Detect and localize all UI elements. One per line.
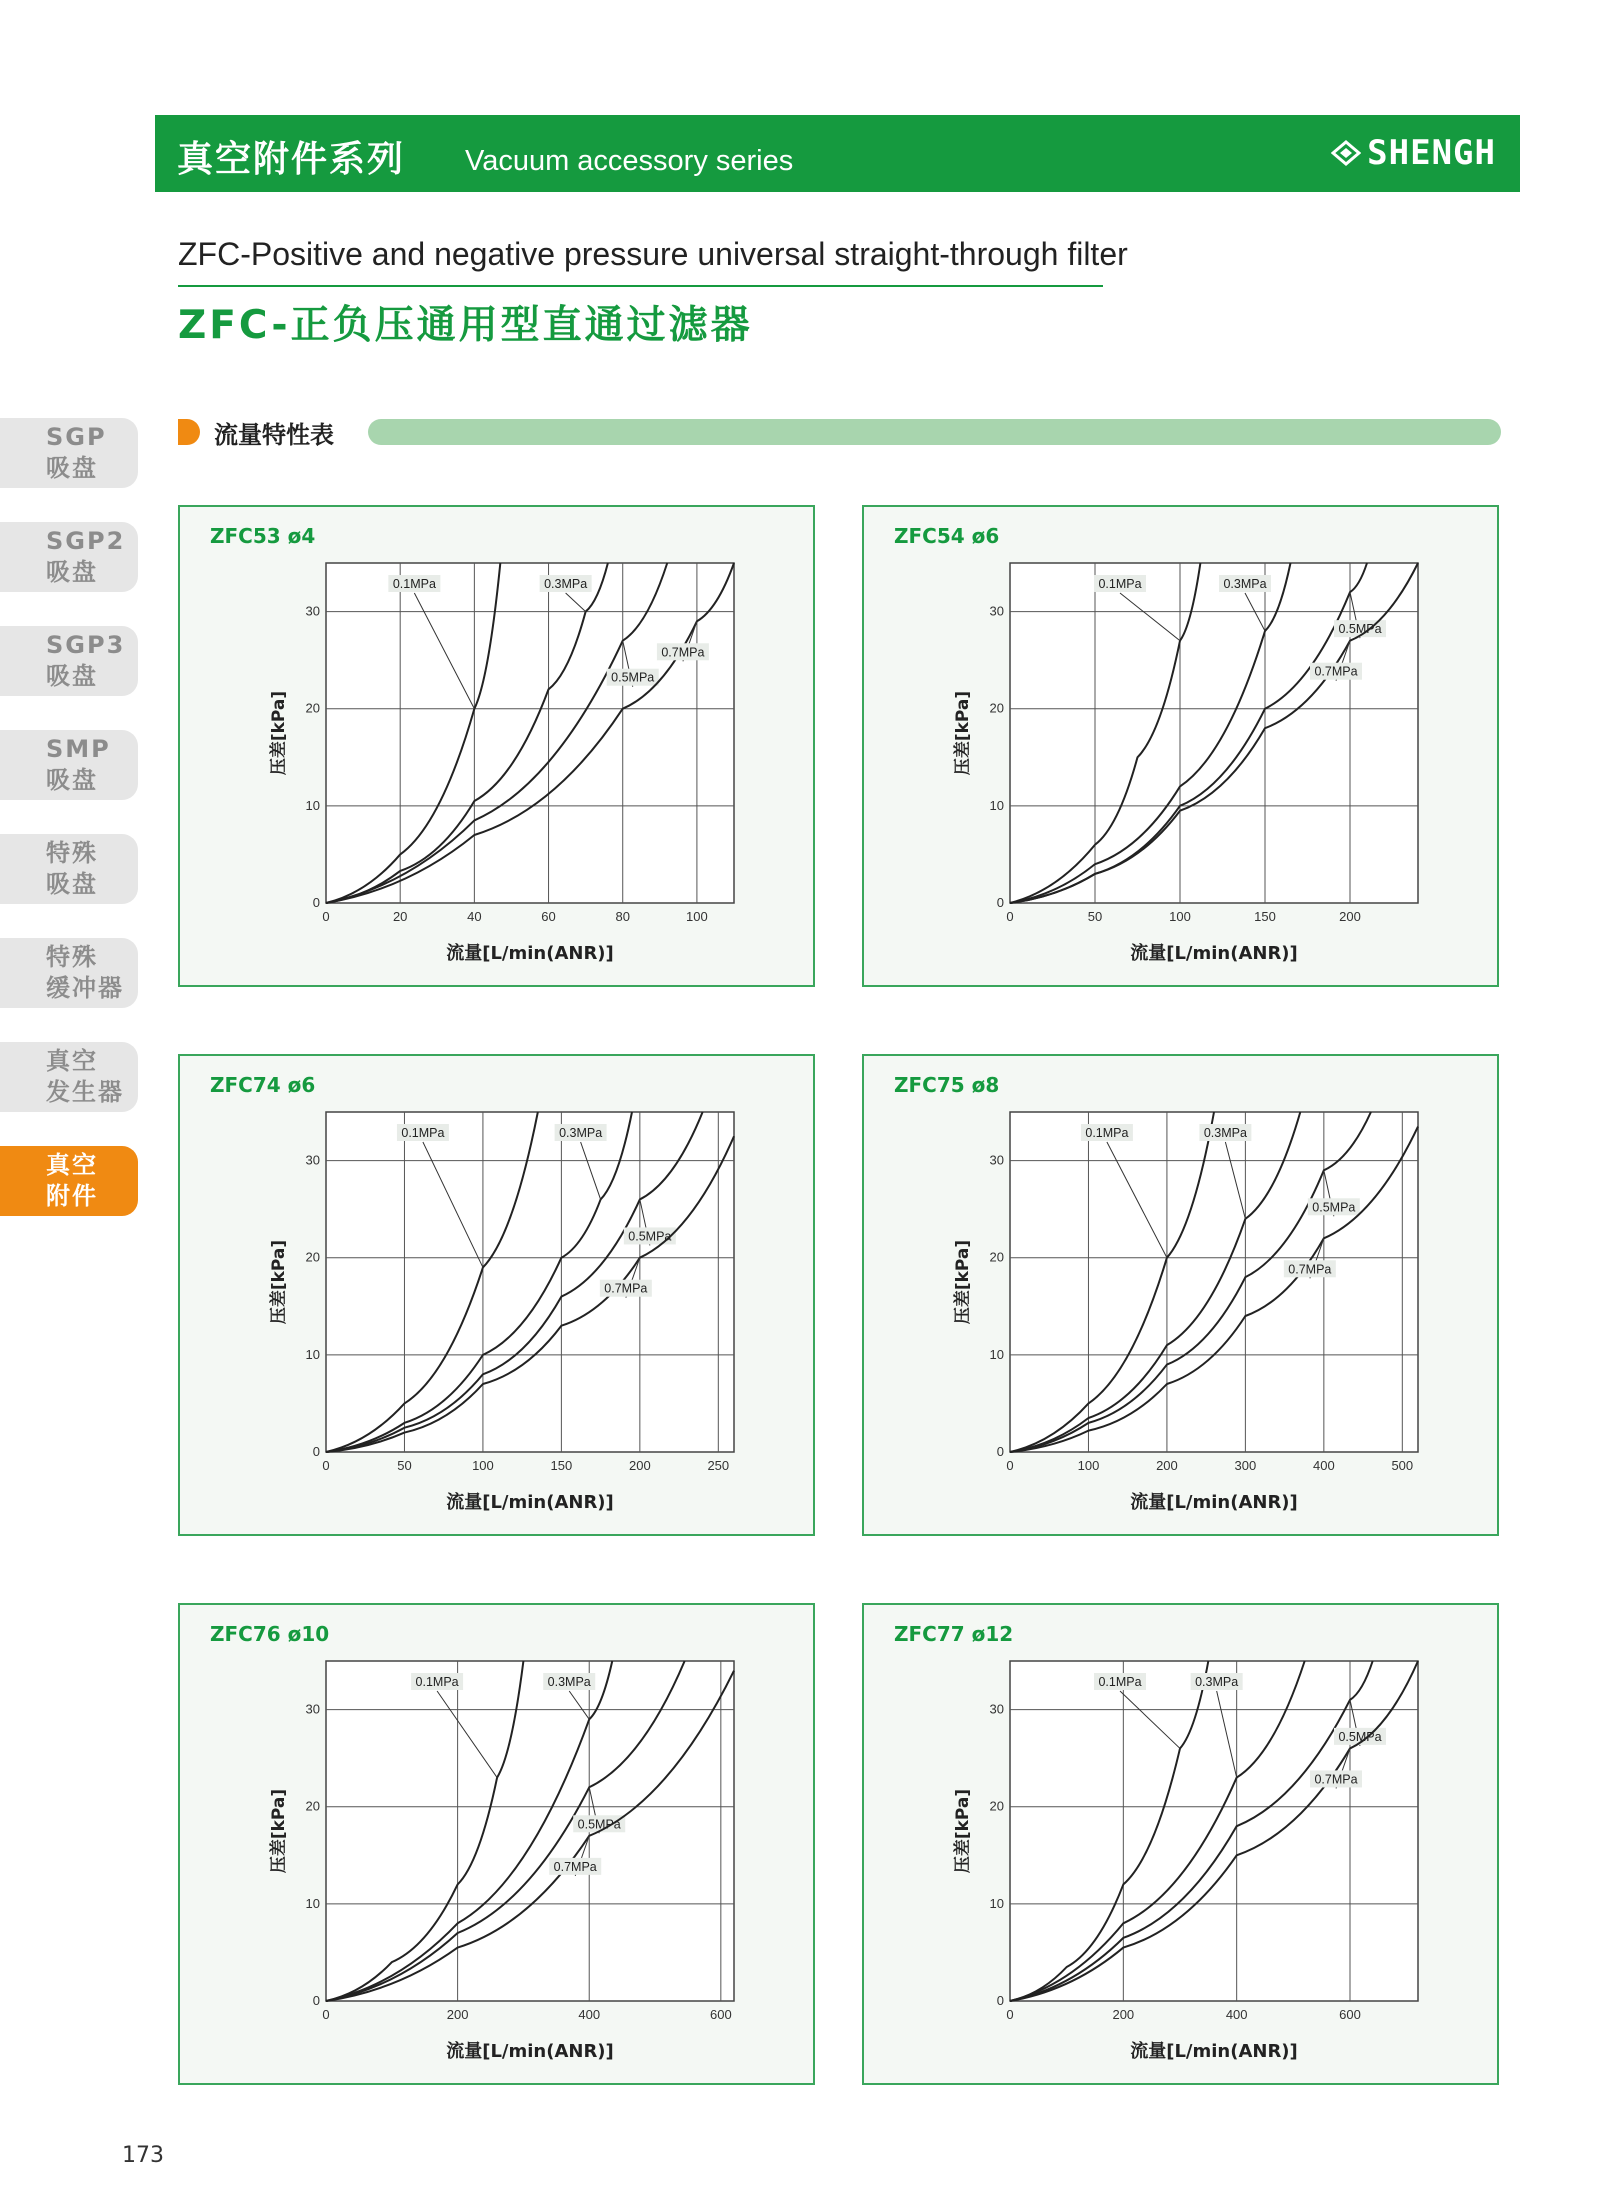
- x-tick-label: 200: [1112, 2007, 1135, 2022]
- chart-title: ZFC74 ø6: [210, 1073, 316, 1097]
- logo-text: SHENGH: [1367, 133, 1496, 173]
- y-tick-label: 0: [996, 1444, 1004, 1459]
- x-tick-label: 400: [1225, 2007, 1248, 2022]
- series-label: 0.5MPa: [1312, 1200, 1356, 1215]
- chart-zfc54: [864, 507, 1501, 989]
- chart-zfc74: [180, 1056, 817, 1538]
- y-tick-label: 10: [305, 1346, 320, 1362]
- series-label: 0.7MPa: [1314, 664, 1358, 679]
- sidebar-tab-smp[interactable]: [0, 730, 138, 800]
- x-tick-label: 0: [1006, 2007, 1014, 2022]
- header-title-en: Vacuum accessory series: [465, 145, 794, 177]
- x-axis-label: 流量[L/min(ANR)]: [1130, 943, 1298, 964]
- x-tick-label: 100: [1077, 1458, 1100, 1473]
- chart-zfc77: [864, 1605, 1501, 2087]
- x-axis-label: 流量[L/min(ANR)]: [446, 943, 614, 964]
- sidebar-tab-line1: SGP: [46, 423, 107, 451]
- x-tick-label: 0: [322, 2007, 330, 2022]
- header-bar: [155, 115, 1520, 192]
- sidebar-tab-line2: 缓冲器: [46, 974, 124, 1002]
- x-tick-label: 200: [1156, 1458, 1178, 1473]
- y-axis-label: 压差[kPa]: [953, 1788, 973, 1874]
- x-tick-label: 150: [550, 1458, 573, 1473]
- product-title-cn: ZFC-正负压通用型直通过滤器: [178, 303, 753, 348]
- y-tick-label: 30: [989, 603, 1004, 619]
- chart-panel-zfc76: [178, 1603, 815, 2085]
- sidebar-tab-special-cup[interactable]: [0, 834, 138, 904]
- section-heading: [178, 415, 334, 449]
- chart-title: ZFC77 ø12: [894, 1622, 1014, 1646]
- series-label: 0.5MPa: [1338, 622, 1382, 637]
- sidebar-tab-sgp3[interactable]: [0, 626, 138, 696]
- chart-zfc75: [864, 1056, 1501, 1538]
- y-tick-label: 30: [305, 1701, 320, 1717]
- x-tick-label: 100: [686, 909, 708, 924]
- chart-zfc76: [180, 1605, 817, 2087]
- series-label: 0.3MPa: [544, 577, 588, 591]
- sidebar-tab-vacuum-accessory[interactable]: [0, 1146, 138, 1216]
- x-axis-label: 流量[L/min(ANR)]: [1130, 2041, 1298, 2062]
- series-label: 0.3MPa: [1195, 1675, 1239, 1689]
- chart-panel-zfc53: [178, 505, 815, 987]
- logo-emblem-icon: [1331, 140, 1361, 166]
- series-label: 0.7MPa: [1288, 1262, 1332, 1277]
- y-tick-label: 30: [989, 1152, 1004, 1168]
- y-tick-label: 20: [305, 700, 320, 716]
- x-tick-label: 20: [392, 909, 408, 924]
- plot-area: [1010, 1661, 1418, 2001]
- chart-panel-zfc74: [178, 1054, 815, 1536]
- x-tick-label: 60: [541, 909, 556, 924]
- sidebar-tab-line1: 特殊: [46, 943, 98, 971]
- chart-panel-zfc77: [862, 1603, 1499, 2085]
- series-label: 0.1MPa: [1085, 1126, 1129, 1140]
- y-tick-label: 30: [305, 603, 320, 619]
- y-tick-label: 0: [996, 1993, 1004, 2008]
- x-tick-label: 400: [578, 2007, 601, 2022]
- x-tick-label: 150: [1254, 909, 1276, 924]
- plot-area: [1010, 1112, 1418, 1452]
- series-label: 0.1MPa: [392, 577, 436, 591]
- series-label: 0.1MPa: [1098, 1675, 1142, 1689]
- y-tick-label: 0: [312, 895, 320, 910]
- x-tick-label: 100: [472, 1458, 494, 1473]
- series-label: 0.1MPa: [1098, 577, 1142, 591]
- y-axis-label: 压差[kPa]: [953, 690, 973, 776]
- x-tick-label: 200: [1339, 909, 1361, 924]
- y-tick-label: 20: [989, 1249, 1004, 1265]
- sidebar-tab-line1: SGP3: [46, 631, 126, 659]
- chart-title: ZFC76 ø10: [210, 1622, 330, 1646]
- chart-zfc53: [180, 507, 817, 989]
- x-tick-label: 600: [1339, 2007, 1361, 2022]
- series-label: 0.3MPa: [559, 1126, 603, 1140]
- x-tick-label: 40: [467, 909, 482, 924]
- sidebar-tab-line1: SMP: [46, 735, 111, 763]
- sidebar-tab-line1: 真空: [46, 1047, 98, 1075]
- x-axis-label: 流量[L/min(ANR)]: [446, 2041, 614, 2062]
- x-axis-label: 流量[L/min(ANR)]: [446, 1492, 614, 1513]
- series-label: 0.5MPa: [611, 670, 655, 685]
- plot-area: [326, 1112, 734, 1452]
- series-label: 0.7MPa: [553, 1859, 597, 1874]
- y-tick-label: 10: [305, 797, 320, 813]
- y-tick-label: 10: [305, 1895, 320, 1911]
- sidebar-tab-sgp2[interactable]: [0, 522, 138, 592]
- x-tick-label: 50: [1087, 909, 1103, 924]
- series-label: 0.5MPa: [628, 1229, 672, 1244]
- x-tick-label: 500: [1391, 1458, 1414, 1473]
- chart-title: ZFC75 ø8: [894, 1073, 1000, 1097]
- sidebar-tab-line2: 发生器: [46, 1078, 124, 1106]
- series-label: 0.7MPa: [661, 645, 705, 660]
- sidebar-tab-line2: 附件: [46, 1182, 98, 1210]
- y-tick-label: 20: [305, 1798, 320, 1814]
- section-heading-text: 流量特性表: [214, 420, 334, 449]
- chart-panel-zfc75: [862, 1054, 1499, 1536]
- x-tick-label: 50: [397, 1458, 412, 1473]
- sidebar-tab-line2: 吸盘: [46, 558, 98, 586]
- x-tick-label: 300: [1234, 1458, 1257, 1473]
- x-tick-label: 400: [1312, 1458, 1335, 1473]
- y-tick-label: 10: [989, 1895, 1004, 1911]
- sidebar-tab-line2: 吸盘: [46, 870, 98, 898]
- x-tick-label: 100: [1169, 909, 1191, 924]
- sidebar-tab-line2: 吸盘: [46, 454, 98, 482]
- series-label: 0.3MPa: [547, 1675, 591, 1689]
- y-tick-label: 20: [305, 1249, 320, 1265]
- x-tick-label: 600: [709, 2007, 732, 2022]
- x-tick-label: 80: [615, 909, 630, 924]
- x-tick-label: 0: [1006, 909, 1014, 924]
- chart-panel-zfc54: [862, 505, 1499, 987]
- sidebar-tab-sgp[interactable]: [0, 418, 138, 488]
- y-axis-label: 压差[kPa]: [953, 1239, 973, 1325]
- series-label: 0.7MPa: [604, 1281, 648, 1296]
- x-tick-label: 200: [628, 1458, 651, 1473]
- y-tick-label: 20: [989, 700, 1004, 716]
- chart-title: ZFC53 ø4: [210, 524, 316, 548]
- x-tick-label: 250: [707, 1458, 730, 1473]
- series-label: 0.3MPa: [1223, 577, 1267, 591]
- sidebar-tab-vacuum-generator[interactable]: [0, 1042, 138, 1112]
- chart-title: ZFC54 ø6: [894, 524, 1000, 548]
- x-tick-label: 0: [1006, 1458, 1014, 1473]
- x-tick-label: 0: [322, 1458, 330, 1473]
- y-tick-label: 30: [305, 1152, 320, 1168]
- y-tick-label: 20: [989, 1798, 1004, 1814]
- x-axis-label: 流量[L/min(ANR)]: [1130, 1492, 1298, 1513]
- sidebar-tab-line1: 真空: [46, 1151, 98, 1179]
- header-title-cn: 真空附件系列: [177, 139, 406, 180]
- sidebar-tab-line1: SGP2: [46, 527, 126, 555]
- y-tick-label: 0: [312, 1993, 320, 2008]
- series-label: 0.1MPa: [401, 1126, 445, 1140]
- brand-logo: [1331, 133, 1496, 173]
- series-label: 0.1MPa: [415, 1675, 459, 1689]
- y-axis-label: 压差[kPa]: [269, 690, 289, 776]
- series-label: 0.3MPa: [1203, 1126, 1247, 1140]
- sidebar-tab-special-buffer[interactable]: [0, 938, 138, 1008]
- sidebar-tab-line2: 吸盘: [46, 662, 98, 690]
- x-tick-label: 200: [446, 2007, 469, 2022]
- title-divider: [178, 285, 1103, 287]
- sidebar-tab-line2: 吸盘: [46, 766, 98, 794]
- y-tick-label: 10: [989, 797, 1004, 813]
- y-axis-label: 压差[kPa]: [269, 1239, 289, 1325]
- series-label: 0.7MPa: [1314, 1772, 1358, 1787]
- sidebar-tab-line1: 特殊: [46, 839, 98, 867]
- y-tick-label: 0: [312, 1444, 320, 1459]
- series-label: 0.5MPa: [1338, 1729, 1382, 1744]
- y-tick-label: 0: [996, 895, 1004, 910]
- section-bar: [368, 419, 1501, 445]
- page-number: 173: [122, 2143, 164, 2168]
- x-tick-label: 0: [322, 909, 330, 924]
- y-tick-label: 10: [989, 1346, 1004, 1362]
- series-label: 0.5MPa: [577, 1817, 621, 1832]
- product-title-en: ZFC-Positive and negative pressure universal straight-through filter: [178, 236, 1128, 272]
- y-tick-label: 30: [989, 1701, 1004, 1717]
- plot-area: [326, 1661, 734, 2001]
- plot-area: [1010, 563, 1418, 903]
- y-axis-label: 压差[kPa]: [269, 1788, 289, 1874]
- section-marker-icon: [178, 419, 200, 445]
